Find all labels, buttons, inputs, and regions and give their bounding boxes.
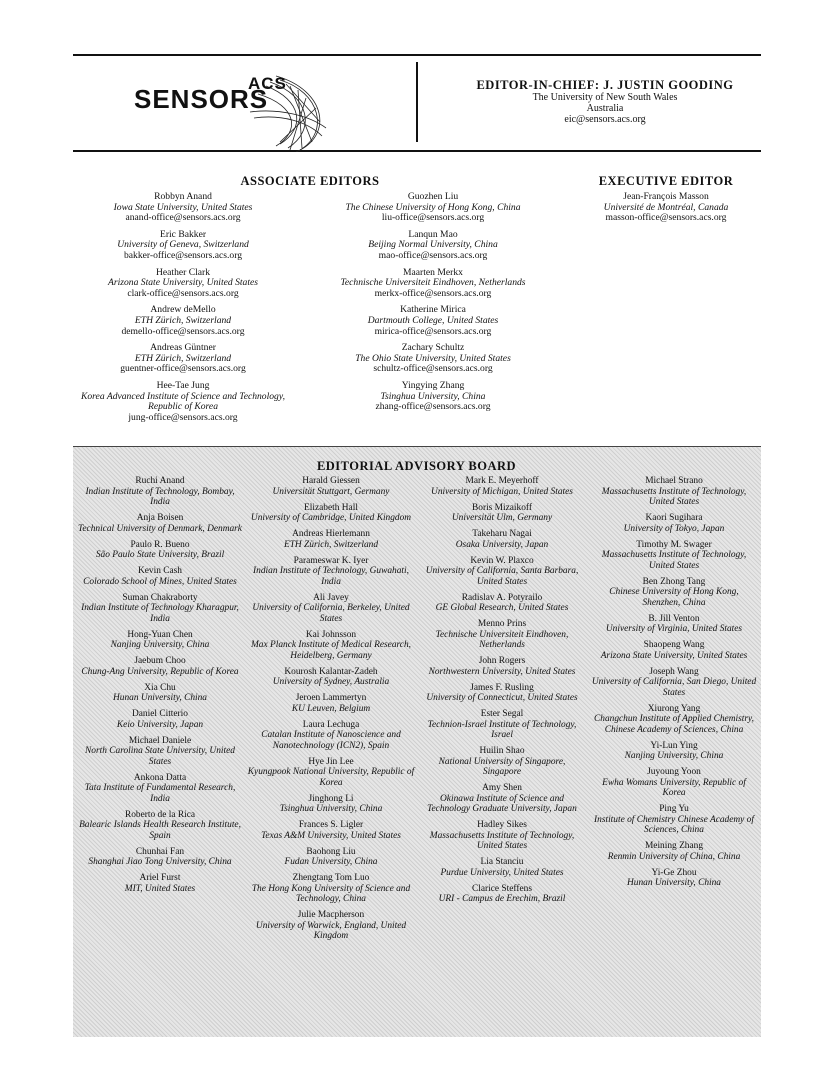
editor-entry — [318, 343, 548, 375]
editor-affiliation: Max Planck Institute of Medical Research, Heidelberg, Germany — [250, 640, 411, 661]
editor-affiliation: University of Warwick, England, United Kingdom — [255, 920, 407, 941]
editor-entry — [419, 683, 585, 704]
acs-sensors-logo — [130, 72, 330, 152]
header-divider — [416, 62, 418, 142]
editor-name: Guozhen Liu — [407, 191, 459, 202]
editor-affiliation: Institute of Chemistry Chinese Academy of Sciences, China — [594, 814, 754, 835]
editor-entry — [245, 820, 417, 841]
editor-entry — [245, 667, 417, 688]
board-col-3 — [419, 476, 585, 910]
editor-entry — [419, 656, 585, 677]
editor-name: Paulo R. Bueno — [130, 539, 190, 550]
editor-entry — [419, 476, 585, 497]
editor-affiliation: University of California, San Diego, United States — [591, 677, 757, 698]
editor-name: Ping Yu — [659, 804, 689, 814]
editor-affiliation: Chinese University of Hong Kong, Shenzhen, China — [609, 587, 739, 608]
editor-entry — [419, 857, 585, 878]
editor-affiliation: Beijing Normal University, China — [368, 239, 498, 251]
editor-name: Juyoung Yoon — [647, 767, 701, 777]
editor-entry — [68, 192, 298, 224]
editor-affiliation: Technische Universiteit Eindhoven, Netherlands — [435, 629, 569, 650]
editor-email[interactable]: guentner-office@sensors.acs.org — [120, 363, 246, 375]
editor-entry — [245, 529, 417, 550]
editor-affiliation: National University of Singapore, Singapore — [438, 756, 566, 777]
editor-name: Xiurong Yang — [647, 703, 701, 714]
editor-name: Ben Zhong Tang — [642, 576, 706, 587]
editor-entry — [318, 268, 548, 300]
editor-affiliation: Colorado School of Mines, United States — [83, 576, 237, 587]
editor-email[interactable]: mao-office@sensors.acs.org — [378, 249, 488, 261]
editor-entry — [419, 746, 585, 778]
editor-name: Timothy M. Swager — [636, 539, 712, 550]
editor-name: John Rogers — [478, 656, 526, 666]
board-col-1 — [78, 476, 242, 900]
editor-email[interactable]: bakker-office@sensors.acs.org — [123, 249, 243, 261]
editor-name: Maarten Merkx — [403, 266, 463, 278]
editor-entry — [78, 476, 242, 508]
editor-entry — [68, 230, 298, 262]
editor-affiliation: Purdue University, United States — [440, 867, 564, 878]
editor-name: Hee-Tae Jung — [156, 379, 210, 391]
editor-name: Suman Chakraborty — [122, 592, 198, 603]
editor-name: Chunhai Fan — [135, 846, 185, 857]
editor-entry — [419, 619, 585, 651]
editor-name: Frances S. Ligler — [298, 820, 364, 830]
editor-affiliation: Dartmouth College, United States — [367, 314, 499, 326]
editor-affiliation: Nanjing University, China — [110, 640, 210, 650]
editor-name: Jinghong Li — [308, 793, 354, 804]
editor-email[interactable]: demello-office@sensors.acs.org — [121, 325, 245, 337]
editor-affiliation: Changchun Institute of Applied Chemistry, Chinese Academy of Sciences, China — [594, 714, 754, 735]
editor-affiliation: Northwestern University, United States — [428, 666, 576, 677]
editor-affiliation: Fudan University, China — [284, 857, 378, 867]
editor-affiliation: Osaka University, Japan — [455, 539, 549, 550]
editor-entry — [419, 503, 585, 524]
editor-name: Daniel Citterio — [132, 709, 188, 719]
editor-name: Zachary Schultz — [401, 342, 465, 354]
editor-name: Elizabeth Hall — [304, 502, 358, 513]
editor-email[interactable]: zhang-office@sensors.acs.org — [375, 401, 491, 413]
editor-entry — [78, 513, 242, 534]
editor-entry — [78, 656, 242, 677]
editor-entry — [590, 640, 758, 661]
editor-affiliation: University of Virginia, United States — [605, 624, 743, 634]
editor-name: Julie Macpherson — [297, 910, 365, 920]
editor-affiliation: Catalan Institute of Nanoscience and Nanotechnology (ICN2), Spain — [261, 730, 401, 751]
editor-name: Kevin Cash — [137, 566, 182, 576]
editor-entry — [419, 884, 585, 905]
editor-entry — [590, 804, 758, 836]
eic-title: EDITOR-IN-CHIEF: J. JUSTIN GOODING — [476, 78, 734, 92]
editor-affiliation: Massachusetts Institute of Technology, United States — [601, 486, 747, 507]
editor-entry — [245, 720, 417, 752]
editor-entry — [590, 513, 758, 534]
editor-entry — [590, 577, 758, 609]
editor-name: Kevin W. Plaxco — [470, 555, 534, 566]
editor-affiliation: University of California, Berkeley, United States — [252, 603, 410, 624]
editor-entry — [245, 757, 417, 789]
editor-entry — [318, 305, 548, 337]
editor-name: Lanqun Mao — [408, 228, 458, 240]
editor-entry — [68, 381, 298, 423]
editor-email[interactable]: mirica-office@sensors.acs.org — [374, 325, 492, 337]
editor-name: Roberto de la Rica — [124, 809, 196, 820]
editor-entry — [419, 709, 585, 741]
editor-entry — [78, 566, 242, 587]
editor-affiliation: The Hong Kong University of Science and Technology, China — [251, 883, 411, 904]
editor-name: Amy Shen — [482, 783, 522, 793]
editor-affiliation: ETH Zürich, Switzerland — [134, 352, 232, 364]
editor-entry — [78, 593, 242, 625]
logo-large-text: SENSORS — [134, 84, 269, 114]
editor-entry — [590, 540, 758, 572]
editor-affiliation: Kyungpook National University, Republic of Korea — [247, 767, 415, 788]
editor-affiliation: Tsinghua University, China — [380, 390, 486, 402]
editor-affiliation: Texas A&M University, United States — [261, 830, 401, 841]
editor-affiliation: North Carolina State University, United States — [85, 746, 235, 767]
editor-entry — [245, 794, 417, 815]
editor-entry — [590, 476, 758, 508]
editor-entry — [68, 305, 298, 337]
executive-email[interactable]: masson-office@sensors.acs.org — [605, 212, 727, 224]
editor-entry — [68, 343, 298, 375]
editor-affiliation: ETH Zürich, Switzerland — [134, 314, 232, 326]
editor-affiliation: GE Global Research, United States — [435, 603, 569, 613]
editor-affiliation: Indian Institute of Technology, Bombay, India — [85, 486, 235, 507]
editor-affiliation: Keio University, Japan — [116, 719, 204, 730]
editor-affiliation: Tsinghua University, China — [279, 804, 383, 814]
editor-affiliation: Iowa State University, United States — [113, 201, 253, 213]
editor-entry — [318, 230, 548, 262]
editor-name: Hye Jin Lee — [308, 756, 354, 767]
executive-name: Jean-François Masson — [623, 191, 709, 202]
editorial-board-title: EDITORIAL ADVISORY BOARD — [316, 459, 517, 473]
editor-affiliation: Massachusetts Institute of Technology, United States — [429, 830, 575, 851]
editor-name: Shaopeng Wang — [643, 640, 705, 650]
editor-email[interactable]: anand-office@sensors.acs.org — [125, 212, 241, 224]
editor-name: Mark E. Meyerhoff — [465, 476, 539, 486]
eic-email[interactable]: eic@sensors.acs.org — [564, 114, 646, 125]
editor-affiliation: Hunan University, China — [112, 693, 207, 703]
editor-entry — [78, 683, 242, 704]
editor-name: Ruchi Anand — [135, 476, 185, 486]
editor-name: Ankona Datta — [133, 772, 187, 783]
editor-affiliation: The Ohio State University, United States — [355, 352, 511, 364]
editor-affiliation: Indian Institute of Technology Kharagpur, India — [81, 603, 239, 624]
editor-name: Joseph Wang — [649, 666, 699, 677]
editor-affiliation: Chung-Ang University, Republic of Korea — [81, 666, 239, 677]
editor-affiliation: Korea Advanced Institute of Science and Technology, Republic of Korea — [80, 390, 285, 413]
editor-in-chief-block — [440, 78, 770, 125]
editor-name: Xia Chu — [144, 682, 176, 693]
logo-small-text: ACS — [248, 74, 287, 93]
editor-affiliation: Arizona State University, United States — [107, 277, 259, 289]
editor-entry — [68, 268, 298, 300]
editor-name: Huilin Shao — [479, 746, 525, 756]
editor-name: Yingying Zhang — [401, 379, 465, 391]
editor-affiliation: ETH Zürich, Switzerland — [283, 539, 379, 550]
associate-col-2 — [318, 192, 548, 419]
editor-affiliation: Arizona State University, United States — [600, 650, 748, 661]
editor-name: Jaebum Choo — [134, 656, 186, 666]
board-col-4 — [590, 476, 758, 894]
editor-name: Kaori Sugihara — [645, 513, 703, 523]
editor-entry — [78, 540, 242, 561]
associate-editors-title: ASSOCIATE EDITORS — [240, 174, 380, 188]
editor-entry — [590, 841, 758, 862]
editor-affiliation: KU Leuven, Belgium — [291, 703, 371, 714]
executive-editor-title: EXECUTIVE EDITOR — [598, 174, 734, 188]
editor-affiliation: Nanjing University, China — [624, 751, 724, 761]
editor-entry — [590, 667, 758, 699]
editor-entry — [78, 630, 242, 651]
editor-name: Ali Javey — [313, 592, 349, 603]
editor-entry — [590, 614, 758, 635]
editor-name: Clarice Steffens — [472, 883, 532, 894]
editor-affiliation: Tata Institute of Fundamental Research, India — [84, 783, 236, 804]
top-rule — [73, 54, 761, 56]
editor-name: Andreas Güntner — [150, 342, 216, 354]
editor-name: Hadley Sikes — [477, 820, 527, 830]
editor-email[interactable]: merkx-office@sensors.acs.org — [374, 287, 492, 299]
editor-name: Eric Bakker — [159, 228, 207, 240]
editor-name: Katherine Mirica — [400, 304, 466, 316]
editor-name: Kai Johnsson — [305, 629, 357, 640]
editor-affiliation: Technical University of Denmark, Denmark — [78, 523, 242, 534]
editor-affiliation: Technion-Israel Institute of Technology, Israel — [427, 719, 577, 740]
editor-affiliation: University of Sydney, Australia — [272, 677, 390, 687]
editor-name: Kourosh Kalantar-Zadeh — [284, 666, 378, 677]
editor-affiliation: Technische Universiteit Eindhoven, Netherlands — [340, 277, 526, 289]
editor-name: Boris Mizaikoff — [472, 502, 532, 513]
executive-editor-entry — [576, 192, 756, 224]
executive-affil: Université de Montréal, Canada — [603, 201, 729, 213]
editor-entry — [245, 556, 417, 588]
eic-affil-2: Australia — [586, 103, 624, 114]
editor-name: Andrew deMello — [150, 304, 216, 316]
editor-entry — [590, 704, 758, 736]
editor-affiliation: University of Geneva, Switzerland — [117, 239, 249, 251]
editor-entry — [78, 709, 242, 730]
editor-name: Lia Stanciu — [480, 857, 524, 867]
editor-affiliation: Balearic Islands Health Research Institute, Spain — [79, 820, 241, 841]
editor-name: Heather Clark — [155, 266, 211, 278]
editor-name: Michael Strano — [645, 476, 703, 486]
editor-entry — [78, 873, 242, 894]
editor-entry — [419, 783, 585, 815]
editor-name: Radislav A. Potyrailo — [461, 592, 543, 603]
editor-entry — [419, 556, 585, 588]
editor-name: Robbyn Anand — [154, 191, 212, 202]
editor-name: Ariel Furst — [139, 873, 181, 883]
editor-affiliation: University of Tokyo, Japan — [623, 523, 725, 534]
editor-name: Meining Zhang — [644, 841, 704, 851]
editor-name: Baohong Liu — [306, 846, 356, 857]
editor-email[interactable]: liu-office@sensors.acs.org — [381, 212, 485, 224]
editor-entry — [245, 503, 417, 524]
editor-affiliation: MIT, United States — [124, 883, 196, 894]
editor-entry — [245, 910, 417, 942]
editor-affiliation: Okinawa Institute of Science and Technology Graduate University, Japan — [427, 793, 577, 814]
editor-name: Laura Lechuga — [302, 719, 360, 730]
editor-entry — [245, 847, 417, 868]
editor-entry — [590, 741, 758, 762]
editor-affiliation: São Paulo State University, Brazil — [95, 550, 225, 560]
editor-entry — [419, 820, 585, 852]
editor-name: Takeharu Nagai — [472, 529, 532, 539]
editor-affiliation: Ewha Womans University, Republic of Korea — [602, 777, 746, 798]
editor-name: Anja Boisen — [136, 513, 184, 523]
editor-entry — [590, 767, 758, 799]
editor-affiliation: Universität Ulm, Germany — [451, 513, 553, 523]
board-col-2 — [245, 476, 417, 947]
editor-entry — [419, 593, 585, 614]
editor-affiliation: Indian Institute of Technology, Guwahati, India — [253, 566, 409, 587]
editor-entry — [245, 476, 417, 497]
editor-name: Ester Segal — [480, 709, 524, 719]
associate-col-1 — [68, 192, 298, 429]
editor-name: Hong-Yuan Chen — [127, 629, 193, 640]
editor-entry — [245, 593, 417, 625]
editor-entry — [590, 868, 758, 889]
editor-affiliation: University of Cambridge, United Kingdom — [250, 513, 412, 523]
editor-affiliation: Massachusetts Institute of Technology, United States — [601, 550, 747, 571]
editor-entry — [245, 873, 417, 905]
editor-email[interactable]: jung-office@sensors.acs.org — [128, 411, 238, 423]
editor-entry — [318, 381, 548, 413]
editor-name: Zhengtang Tom Luo — [292, 873, 370, 883]
editor-name: Michael Daniele — [128, 735, 192, 746]
eic-affil-1: The University of New South Wales — [532, 92, 678, 103]
editor-entry — [78, 773, 242, 805]
editor-entry — [419, 529, 585, 550]
editor-affiliation: University of Michigan, United States — [431, 486, 573, 497]
editor-entry — [78, 810, 242, 842]
editor-entry — [245, 630, 417, 662]
editor-name: James F. Rusling — [470, 682, 534, 693]
editor-affiliation: Renmin University of China, China — [607, 851, 741, 862]
editor-email[interactable]: schultz-office@sensors.acs.org — [373, 363, 493, 375]
editor-affiliation: Hunan University, China — [626, 878, 721, 888]
editor-affiliation: The Chinese University of Hong Kong, China — [345, 201, 521, 213]
editor-affiliation: Shanghai Jiao Tong University, China — [88, 857, 232, 867]
editor-name: Yi-Lun Ying — [650, 740, 698, 751]
editor-name: Yi-Ge Zhou — [651, 867, 697, 878]
editor-email[interactable]: clark-office@sensors.acs.org — [127, 287, 239, 299]
editor-entry — [78, 847, 242, 868]
editor-entry — [245, 693, 417, 714]
editor-name: Jeroen Lammertyn — [295, 693, 367, 703]
editor-name: Andreas Hierlemann — [292, 529, 370, 539]
editor-name: Parameswar K. Iyer — [293, 555, 369, 566]
editor-affiliation: Universität Stuttgart, Germany — [272, 486, 390, 497]
editor-name: B. Jill Venton — [648, 613, 700, 624]
editor-affiliation: University of California, Santa Barbara, United States — [425, 566, 579, 587]
editor-affiliation: University of Connecticut, United States — [426, 693, 578, 703]
editor-name: Menno Prins — [477, 619, 527, 629]
editor-entry — [318, 192, 548, 224]
editor-name: Harald Giessen — [302, 476, 360, 486]
editor-affiliation: URI - Campus de Erechim, Brazil — [438, 894, 566, 904]
editor-entry — [78, 736, 242, 768]
